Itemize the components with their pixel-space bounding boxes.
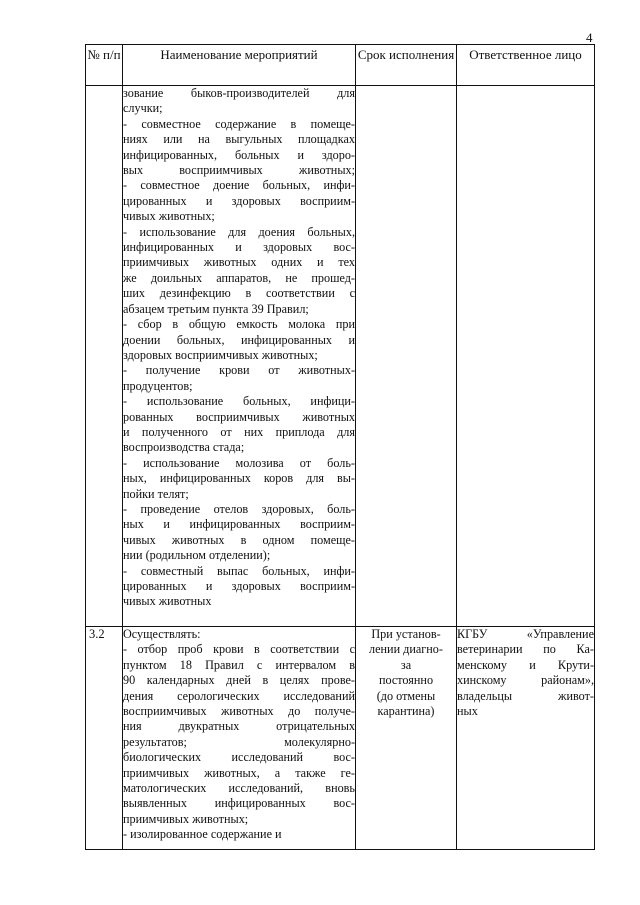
text-line: владельцы живот- (457, 688, 594, 703)
page-number: 4 (586, 30, 593, 45)
text-line: и полученного от них приплода для (123, 424, 355, 439)
row-term (356, 86, 457, 627)
text-line: ных (457, 704, 478, 719)
header-term: Срок исполнения (356, 45, 457, 86)
text-line: матологических исследований, вновь (123, 781, 355, 796)
header-name: Наименование мероприятий (123, 45, 356, 86)
text-line: постоянно (378, 673, 434, 688)
row-num (86, 86, 123, 627)
text-line: - использование для доения больных, (123, 224, 355, 239)
text-line: ния двукратных отрицательных (123, 719, 355, 734)
text-line: менскому и Крути- (457, 657, 594, 672)
text-line: вых восприимчивых животных; (123, 163, 355, 178)
text-line: инфицированных, больных и здоро- (123, 147, 355, 162)
text-line: приимчивых животных; (123, 811, 249, 826)
text-line: ниях или на выгульных площадках (123, 132, 355, 147)
text-line: случки; (123, 101, 163, 116)
text-line: цированных и здоровых восприим- (123, 193, 355, 208)
text-line: продуцентов; (123, 378, 193, 393)
text-line: карантина) (377, 704, 435, 719)
text-line: - совместное содержание в помеще- (123, 116, 355, 131)
text-line: доении больных, инфицированных и (123, 332, 355, 347)
text-line: пойки телят; (123, 486, 189, 501)
text-line: 90 календарных дней в целях прове- (123, 673, 355, 688)
text-line: результатов; молекулярно- (123, 734, 355, 749)
table-header-row (86, 45, 595, 86)
text-line: (до отмены (376, 688, 436, 703)
text-line: рованных восприимчивых животных (123, 409, 355, 424)
text-line: ветеринарии по Ка- (457, 642, 594, 657)
text-line: здоровых восприимчивых животных; (123, 347, 318, 362)
text-line: чивых животных; (123, 209, 215, 224)
row-responsible (457, 86, 595, 627)
text-line: приимчивых животных одних и тех (123, 255, 355, 270)
text-line: лении диагно- (369, 642, 443, 657)
text-line: приимчивых животных, а также ге- (123, 765, 355, 780)
header-responsible: Ответственное лицо (457, 45, 595, 86)
text-line: хинскому районам», (457, 673, 594, 688)
text-line: КГБУ «Управление (457, 627, 594, 641)
text-line: дения серологических исследований (123, 688, 355, 703)
header-num: № п/п (86, 45, 123, 86)
text-line: воспроизводства стада; (123, 440, 245, 455)
text-line: Осуществлять: (123, 627, 201, 641)
text-line: - получение крови от животных- (123, 363, 355, 378)
text-line: выявленных инфицированных вос- (123, 796, 355, 811)
text-line: - совместный выпас больных, инфи- (123, 563, 355, 578)
row-num: 3.2 (86, 627, 123, 850)
text-line: - совместное доение больных, инфи- (123, 178, 355, 193)
row-name-cell (123, 627, 356, 850)
text-line: цированных и здоровых восприим- (123, 579, 355, 593)
row-responsible-cell (457, 627, 595, 850)
row-name-lines (123, 86, 355, 610)
row-name-lines (123, 627, 355, 843)
text-line: - сбор в общую емкость молока при (123, 317, 355, 332)
text-line: чивых животных в одном помеще- (123, 532, 355, 547)
text-line: - использование больных, инфици- (123, 394, 355, 409)
row-term-cell (356, 627, 457, 850)
text-line: абзацем третьим пункта 39 Правил; (123, 301, 309, 316)
row-term-lines (356, 627, 456, 719)
text-line: ших дезинфекцию в соответствии с (123, 286, 355, 301)
text-line: - использование молозива от боль- (123, 455, 355, 470)
table-row (86, 86, 595, 627)
text-line: за (400, 657, 412, 672)
text-line: - проведение отелов здоровых, боль- (123, 501, 355, 516)
text-line: При установ- (371, 627, 441, 641)
text-line: биологических исследований вос- (123, 750, 355, 765)
text-line: чивых животных (123, 594, 212, 609)
text-line: пунктом 18 Правил с интервалом в (123, 657, 355, 672)
text-line: ных, инфицированных коров для вы- (123, 471, 355, 486)
text-line: ных и инфицированных восприим- (123, 517, 355, 532)
row-name-cell (123, 86, 356, 627)
text-line: же доильных аппаратов, не прошед- (123, 270, 355, 285)
text-line: зование быков-производителей для (123, 86, 355, 100)
text-line: нии (родильном отделении); (123, 548, 271, 563)
text-line: инфицированных и здоровых вос- (123, 240, 355, 255)
events-table (85, 44, 595, 850)
text-line: восприимчивых животных до получе- (123, 704, 355, 719)
table-row (86, 627, 595, 850)
row-responsible-lines (457, 627, 594, 719)
text-line: - изолированное содержание и (123, 827, 282, 842)
text-line: - отбор проб крови в соответствии с (123, 642, 355, 657)
